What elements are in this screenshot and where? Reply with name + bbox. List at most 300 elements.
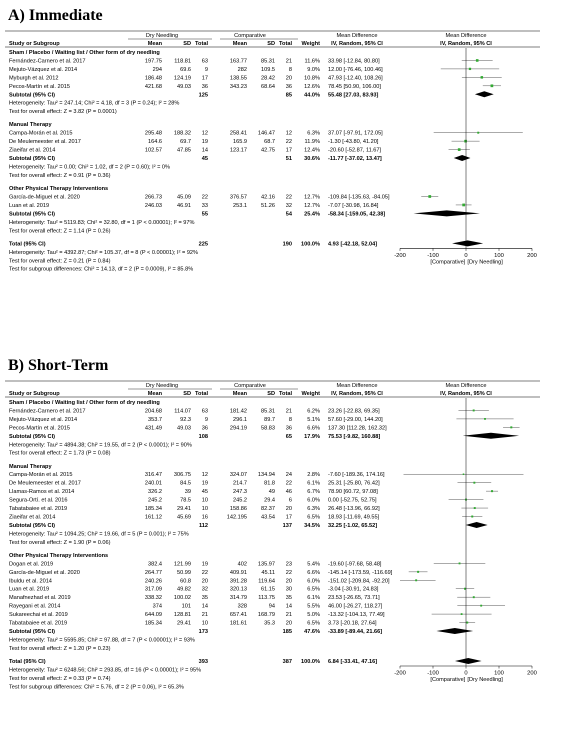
cell-total2: 32: [285, 202, 292, 209]
cell-sd1: 121.99: [173, 561, 191, 568]
cell-weight: 10.8%: [304, 75, 320, 82]
point-estimate: [417, 571, 419, 573]
cell-weight: 5.4%: [307, 561, 320, 568]
study-name: Pecos-Martín et al. 2015: [9, 425, 70, 432]
cell-mean2: 214.7: [233, 480, 247, 487]
x-tick-label: -100: [427, 670, 439, 677]
subtotal-label: Subtotal (95% CI): [9, 92, 55, 99]
cell-total1: 36: [201, 425, 208, 432]
cell-mean1: 204.68: [144, 408, 162, 415]
cell-mean2: 314.79: [229, 595, 247, 602]
subtotal-ci: -11.77 [-37.02, 13.47]: [328, 156, 382, 163]
cell-weight: 12.6%: [304, 83, 320, 90]
subtotal-ci: -33.89 [-89.44, 21.66]: [328, 628, 383, 635]
cell-mean2: 142.195: [226, 514, 247, 521]
point-estimate: [491, 490, 493, 492]
header-col-sd2: SD: [267, 41, 275, 47]
cell-mean2: 409.91: [229, 569, 247, 576]
point-estimate: [464, 140, 467, 143]
cell-total1: 12: [201, 472, 208, 479]
subtotal-total1: 55: [201, 211, 208, 218]
header-col-mean2: Mean: [232, 41, 247, 47]
cell-sd1: 114.07: [174, 408, 191, 415]
cell-ci: -151.02 [-209.84, -92.20]: [328, 578, 390, 585]
cell-mean2: 320.13: [229, 586, 247, 593]
cell-total2: 22: [285, 480, 292, 487]
point-estimate: [471, 516, 473, 518]
cell-mean1: 245.2: [148, 497, 162, 504]
footer-text: Test for overall effect: Z = 0.21 (P = 0.84): [9, 258, 111, 265]
header-md-plot: Mean Difference: [445, 33, 487, 39]
cell-mean2: 158.86: [229, 506, 247, 513]
study-name: Rayegani et al. 2014: [9, 603, 61, 610]
x-tick-label: 100: [494, 252, 504, 259]
study-name: De Meulemeester et al. 2017: [9, 480, 81, 487]
header-md: Mean Difference: [336, 383, 378, 389]
cell-weight: 11.6%: [304, 58, 320, 65]
header-col-sd1: SD: [183, 41, 191, 47]
cell-sd1: 49.03: [177, 83, 191, 90]
study-name: Campa-Morán et al. 2015: [9, 472, 73, 479]
cell-sd2: 42.16: [261, 194, 275, 201]
cell-total1: 33: [201, 202, 208, 209]
study-name: Manafnezhad et al. 2019: [9, 595, 71, 602]
point-estimate: [484, 418, 486, 420]
header-col-total1: Total: [195, 41, 208, 47]
heterogeneity-text: Heterogeneity: Tau² = 5119.83; Chi² = 32.80, df = 1 (P < 0.00001); I² = 97%: [9, 219, 195, 226]
cell-total2: 22: [285, 139, 292, 146]
cell-sd2: 81.8: [264, 480, 275, 487]
point-estimate: [476, 59, 479, 62]
total-diamond: [455, 658, 482, 664]
cell-total2: 24: [285, 472, 292, 479]
cell-sd2: 68.7: [264, 139, 275, 146]
cell-weight: 6.5%: [307, 514, 320, 521]
subtotal-total2: 185: [282, 628, 292, 635]
subtotal-diamond: [463, 433, 519, 439]
subtotal-total1: 112: [198, 522, 208, 529]
study-name: Myburgh et al. 2012: [9, 75, 59, 82]
footer-text: Heterogeneity: Tau² = 4392.87; Chi² = 105.37, df = 8 (P < 0.00001); I² = 92%: [9, 249, 199, 256]
heterogeneity-text: Heterogeneity: Tau² = 5595.85; Chi² = 97.88, df = 7 (P < 0.00001); I² = 93%: [9, 637, 195, 644]
point-estimate: [510, 426, 512, 428]
cell-ci: -13.32 [-104.13, 77.49]: [328, 612, 385, 619]
cell-sd1: 101: [181, 603, 191, 610]
cell-ci: 137.30 [112.28, 162.32]: [328, 425, 387, 432]
point-estimate: [458, 148, 461, 151]
subtotal-weight: 34.5%: [304, 522, 320, 529]
cell-ci: -7.60 [-189.36, 174.16]: [328, 472, 385, 479]
header-group2: Comparative: [234, 33, 266, 39]
cell-mean1: 185.34: [144, 620, 162, 627]
study-name: Luan et al. 2019: [9, 202, 50, 209]
cell-ci: -20.60 [-52.87, 11.67]: [328, 147, 382, 154]
cell-total2: 36: [285, 425, 292, 432]
cell-mean1: 264.77: [144, 569, 162, 576]
cell-mean2: 165.9: [233, 139, 247, 146]
cell-total2: 22: [285, 194, 292, 201]
cell-total1: 63: [201, 58, 208, 65]
cell-weight: 6.0%: [307, 578, 320, 585]
cell-ci: -3.04 [-30.91, 24.83]: [328, 586, 379, 593]
cell-mean1: 197.75: [144, 58, 162, 65]
cell-sd2: 109.5: [261, 66, 275, 73]
footer-text: Test for subgroup differences: Chi² = 5.76, df = 2 (P = 0.06), I² = 65.3%: [9, 684, 184, 691]
cell-mean2: 376.57: [229, 194, 247, 201]
subtotal-label: Subtotal (95% CI): [9, 522, 55, 529]
cell-total2: 6: [288, 497, 292, 504]
cell-mean1: 431.49: [144, 425, 162, 432]
header-col-weight: Weight: [301, 391, 320, 397]
cell-ci: 23.53 [-26.65, 73.71]: [328, 595, 380, 602]
header-col-study: Study or Subgroup: [9, 41, 60, 47]
footer-text: Test for subgroup differences: Chi² = 14.13, df = 2 (P = 0.0009), I² = 85.8%: [9, 266, 194, 273]
cell-total1: 32: [201, 586, 208, 593]
cell-ci: 23.26 [-22.83, 69.35]: [328, 408, 380, 415]
cell-mean1: 246.03: [144, 202, 162, 209]
cell-sd2: 28.42: [261, 75, 275, 82]
point-estimate: [461, 613, 463, 615]
header-col-study: Study or Subgroup: [9, 391, 60, 397]
subtotal-diamond: [454, 155, 471, 161]
x-tick-label: 200: [527, 252, 537, 259]
cell-total2: 21: [285, 408, 292, 415]
overall-effect-text: Test for overall effect: Z = 0.91 (P = 0.36): [9, 172, 111, 179]
cell-sd1: 29.41: [177, 506, 191, 513]
favours-right-label: [Dry Needling]: [467, 259, 503, 266]
cell-mean1: 266.73: [144, 194, 162, 201]
cell-total2: 21: [285, 58, 292, 65]
heterogeneity-text: Heterogeneity: Tau² = 1094.25; Chi² = 19.66, df = 5 (P = 0.001); I² = 75%: [9, 531, 189, 538]
cell-mean2: 163.77: [229, 58, 247, 65]
favours-left-label: [Comparative]: [430, 259, 466, 266]
study-name: De Meulemeester et al. 2017: [9, 139, 81, 146]
cell-total1: 19: [201, 480, 208, 487]
study-name: Fernández-Carnero et al. 2017: [9, 58, 86, 65]
cell-weight: 6.6%: [307, 569, 320, 576]
point-estimate: [473, 596, 475, 598]
chart-title: B) Short-Term: [8, 357, 109, 374]
cell-total2: 22: [285, 569, 292, 576]
cell-ci: -19.60 [-97.68, 58.48]: [328, 561, 382, 568]
x-tick-label: -200: [394, 252, 406, 259]
subtotal-label: Subtotal (95% CI): [9, 156, 55, 163]
cell-ci: 18.93 [-11.69, 49.55]: [328, 514, 380, 521]
cell-total2: 8: [288, 66, 292, 73]
cell-total2: 17: [285, 147, 292, 154]
subtotal-weight: 17.9%: [304, 433, 320, 440]
cell-weight: 6.3%: [307, 506, 320, 513]
cell-mean1: 186.48: [144, 75, 162, 82]
header-group1: Dry Needling: [145, 383, 179, 389]
cell-total1: 36: [201, 83, 208, 90]
cell-ci: 57.60 [-29.00, 144.20]: [328, 416, 383, 423]
cell-mean2: 253.1: [233, 202, 247, 209]
subtotal-total2: 51: [285, 156, 292, 163]
cell-total1: 14: [201, 603, 208, 610]
cell-total1: 9: [204, 66, 208, 73]
cell-mean1: 294: [152, 66, 162, 73]
study-name: García-de-Miguel et al. 2020: [9, 194, 80, 201]
cell-mean2: 324.07: [229, 472, 247, 479]
cell-weight: 6.1%: [307, 480, 320, 487]
cell-total2: 35: [285, 595, 292, 602]
header-col-mean1: Mean: [147, 391, 162, 397]
cell-sd1: 49.82: [177, 586, 191, 593]
x-tick-label: -100: [427, 252, 439, 259]
subgroup-heading: Sham / Placebo / Waiting list / Other form of dry needling: [9, 400, 160, 406]
cell-sd1: 100.02: [173, 595, 191, 602]
header-col-mean2: Mean: [232, 391, 247, 397]
cell-sd1: 39: [184, 489, 191, 496]
header-col-sd2: SD: [267, 391, 275, 397]
total-ci: 4.93 [-42.18, 52.04]: [328, 241, 378, 248]
header-md-plot: Mean Difference: [445, 383, 487, 389]
cell-total1: 10: [201, 506, 208, 513]
cell-mean1: 161.12: [144, 514, 162, 521]
point-estimate: [464, 588, 466, 590]
cell-mean1: 240.01: [144, 480, 162, 487]
cell-mean2: 294.19: [229, 425, 247, 432]
cell-mean1: 317.09: [144, 586, 162, 593]
cell-sd1: 84.5: [180, 480, 191, 487]
study-name: Pecos-Martín et al. 2015: [9, 83, 70, 90]
cell-total1: 22: [201, 194, 208, 201]
cell-ci: 46.00 [-26.27, 118.27]: [328, 603, 383, 610]
cell-sd2: 49: [268, 489, 275, 496]
cell-total1: 9: [204, 416, 208, 423]
cell-ci: -145.14 [-173.59, -116.69]: [328, 569, 393, 576]
cell-sd1: 128.81: [173, 612, 191, 619]
subgroup-heading: Manual Therapy: [9, 463, 52, 470]
cell-ci: -109.84 [-135.63, -84.05]: [328, 194, 390, 201]
total-ci: 6.84 [-33.41, 47.16]: [328, 658, 378, 665]
header-col-total2: Total: [279, 391, 292, 397]
cell-ci: 37.07 [-97.91, 172.05]: [328, 130, 383, 137]
subtotal-total2: 137: [282, 522, 292, 529]
header-md-sub: IV, Random, 95% CI: [331, 41, 383, 47]
cell-sd2: 89.7: [264, 416, 275, 423]
header-group2: Comparative: [234, 383, 266, 389]
study-name: García-de-Miguel et al. 2020: [9, 569, 80, 576]
cell-sd1: 46.91: [177, 202, 191, 209]
subtotal-total1: 173: [198, 628, 208, 635]
cell-mean2: 328: [237, 603, 247, 610]
point-estimate: [428, 195, 431, 198]
footer-text: Heterogeneity: Tau² = 6248.56; Chi² = 293.85, df = 16 (P < 0.00001); I² = 95%: [9, 667, 202, 674]
cell-sd1: 124.19: [173, 75, 191, 82]
overall-effect-text: Test for overall effect: Z = 1.90 (P = 0.06): [9, 539, 111, 546]
study-name: Ibuldu et al. 2014: [9, 578, 52, 585]
total-diamond: [452, 240, 483, 246]
cell-mean2: 181.42: [229, 408, 247, 415]
cell-total2: 36: [285, 83, 292, 90]
study-name: Luan et al. 2019: [9, 586, 50, 593]
cell-total1: 35: [201, 595, 208, 602]
cell-sd1: 306.75: [173, 472, 191, 479]
cell-sd2: 134.94: [257, 472, 275, 479]
x-tick-label: 0: [464, 670, 468, 677]
subtotal-weight: 25.4%: [304, 211, 320, 218]
favours-left-label: [Comparative]: [430, 676, 466, 683]
total-total2: 387: [282, 658, 292, 665]
cell-total1: 63: [201, 408, 208, 415]
cell-weight: 12.7%: [304, 202, 320, 209]
cell-ci: 47.93 [-12.40, 108.26]: [328, 75, 383, 82]
total-label: Total (95% CI): [9, 241, 46, 248]
cell-sd2: 82.37: [261, 506, 275, 513]
point-estimate: [473, 409, 475, 411]
subtotal-diamond: [414, 210, 480, 216]
study-name: Mejuto-Vázquez et al. 2014: [9, 416, 78, 423]
cell-total1: 45: [201, 489, 208, 496]
cell-sd1: 69.7: [180, 139, 191, 146]
cell-weight: 12.7%: [304, 194, 320, 201]
cell-weight: 12.4%: [304, 147, 320, 154]
x-tick-label: 200: [527, 670, 537, 677]
study-name: Campa-Morán et al. 2015: [9, 130, 73, 137]
cell-total1: 14: [201, 147, 208, 154]
cell-sd1: 50.99: [177, 569, 191, 576]
cell-total2: 14: [285, 603, 292, 610]
cell-ci: 33.98 [-12.84, 80.80]: [328, 58, 380, 65]
point-estimate: [477, 132, 479, 134]
total-label: Total (95% CI): [9, 658, 46, 665]
header-md-sub-plot: IV, Random, 95% CI: [440, 41, 492, 47]
subtotal-ci: 75.53 [-9.82, 160.88]: [328, 433, 381, 440]
cell-total2: 20: [285, 620, 292, 627]
cell-weight: 9.0%: [307, 66, 320, 73]
cell-sd1: 118.81: [174, 58, 191, 65]
cell-ci: 26.48 [-13.96, 66.92]: [328, 506, 380, 513]
header-col-weight: Weight: [301, 41, 320, 47]
cell-total1: 16: [201, 514, 208, 521]
cell-mean1: 240.26: [144, 578, 162, 585]
favours-right-label: [Dry Needling]: [467, 676, 503, 683]
subtotal-total1: 125: [198, 92, 208, 99]
cell-mean1: 421.68: [144, 83, 162, 90]
heterogeneity-text: Heterogeneity: Tau² = 247.14; Chi² = 4.18, df = 3 (P = 0.24); I² = 28%: [9, 100, 180, 107]
cell-ci: 78.45 [50.90, 106.00]: [328, 83, 381, 90]
point-estimate: [473, 482, 475, 484]
cell-total2: 12: [285, 130, 292, 137]
cell-sd1: 29.41: [177, 620, 191, 627]
subtotal-ci: -58.34 [-159.05, 42.38]: [328, 211, 386, 218]
subtotal-total2: 85: [285, 92, 292, 99]
cell-sd2: 45.11: [261, 569, 275, 576]
overall-effect-text: Test for overall effect: Z = 3.82 (P = 0.0001): [9, 109, 117, 116]
subtotal-total2: 54: [285, 211, 292, 218]
cell-weight: 6.5%: [307, 586, 320, 593]
cell-weight: 2.8%: [307, 472, 320, 479]
cell-ci: 12.00 [-76.46, 100.46]: [328, 66, 383, 73]
cell-total2: 21: [285, 612, 292, 619]
cell-sd2: 85.31: [261, 58, 275, 65]
header-md: Mean Difference: [336, 33, 378, 39]
cell-sd2: 94: [268, 603, 275, 610]
subtotal-label: Subtotal (95% CI): [9, 433, 55, 440]
cell-ci: 25.31 [-25.80, 76.42]: [328, 480, 380, 487]
cell-total2: 23: [285, 561, 292, 568]
point-estimate: [459, 562, 461, 564]
subtotal-total1: 108: [198, 433, 208, 440]
cell-mean1: 164.6: [148, 139, 162, 146]
total-weight: 100.0%: [301, 658, 320, 665]
cell-mean2: 247.3: [233, 489, 247, 496]
subgroup-heading: Sham / Placebo / Waiting list / Other form of dry needling: [9, 50, 160, 56]
subgroup-heading: Other Physical Therapy Interventions: [9, 186, 109, 193]
subtotal-weight: 30.6%: [304, 156, 320, 163]
study-name: Fernández-Carnero et al. 2017: [9, 408, 86, 415]
study-name: Ziaeifar et al. 2014: [9, 514, 56, 521]
cell-ci: -1.30 [-43.80, 41.20]: [328, 139, 379, 146]
cell-ci: 78.90 [60.72, 97.08]: [328, 489, 378, 496]
cell-mean2: 245.2: [233, 497, 247, 504]
cell-mean1: 382.4: [148, 561, 162, 568]
header-col-total2: Total: [279, 41, 292, 47]
cell-sd2: 135.97: [257, 561, 275, 568]
study-name: Tabatabaiee et al. 2019: [9, 506, 68, 513]
cell-total2: 20: [285, 506, 292, 513]
cell-sd2: 146.47: [257, 130, 275, 137]
cell-mean1: 185.34: [144, 506, 162, 513]
subgroup-heading: Manual Therapy: [9, 122, 52, 129]
subtotal-diamond: [475, 91, 494, 97]
header-col-sd1: SD: [183, 391, 191, 397]
cell-ci: -7.07 [-30.98, 16.84]: [328, 202, 379, 209]
cell-weight: 6.3%: [307, 130, 320, 137]
point-estimate: [491, 84, 494, 87]
subtotal-label: Subtotal (95% CI): [9, 211, 55, 218]
subtotal-weight: 47.6%: [304, 628, 320, 635]
point-estimate: [415, 579, 417, 581]
subgroup-heading: Other Physical Therapy Interventions: [9, 552, 109, 559]
cell-ci: 0.00 [-52.75, 52.75]: [328, 497, 377, 504]
cell-total1: 12: [201, 130, 208, 137]
header-col-total1: Total: [195, 391, 208, 397]
cell-mean2: 657.41: [229, 612, 247, 619]
cell-weight: 6.5%: [307, 620, 320, 627]
cell-sd2: 61.15: [261, 586, 275, 593]
header-group1: Dry Needling: [145, 33, 179, 39]
cell-total1: 21: [201, 612, 208, 619]
cell-mean1: 338.32: [144, 595, 162, 602]
subtotal-diamond: [466, 522, 488, 528]
study-name: Segura-Ortí. et al. 2016: [9, 497, 68, 504]
header-md-sub-plot: IV, Random, 95% CI: [440, 391, 492, 397]
point-estimate: [466, 622, 468, 624]
cell-sd1: 45.09: [177, 194, 191, 201]
cell-weight: 6.2%: [307, 408, 320, 415]
x-tick-label: -200: [394, 670, 406, 677]
cell-mean2: 181.61: [229, 620, 247, 627]
cell-mean1: 316.47: [144, 472, 162, 479]
overall-effect-text: Test for overall effect: Z = 1.14 (P = 0.26): [9, 228, 111, 235]
point-estimate: [463, 473, 465, 475]
cell-mean2: 138.55: [229, 75, 247, 82]
subtotal-diamond: [436, 628, 473, 634]
subtotal-weight: 44.0%: [304, 92, 320, 99]
cell-weight: 6.7%: [307, 489, 320, 496]
cell-mean2: 391.28: [229, 578, 247, 585]
cell-sd2: 42.75: [261, 147, 275, 154]
heterogeneity-text: Heterogeneity: Tau² = 4894.38; Chi² = 19.55, df = 2 (P < 0.0001); I² = 90%: [9, 442, 192, 449]
cell-total2: 46: [285, 489, 292, 496]
cell-sd1: 49.03: [177, 425, 191, 432]
cell-mean1: 353.7: [148, 416, 162, 423]
cell-sd1: 78.5: [180, 497, 191, 504]
cell-mean2: 343.23: [229, 83, 247, 90]
